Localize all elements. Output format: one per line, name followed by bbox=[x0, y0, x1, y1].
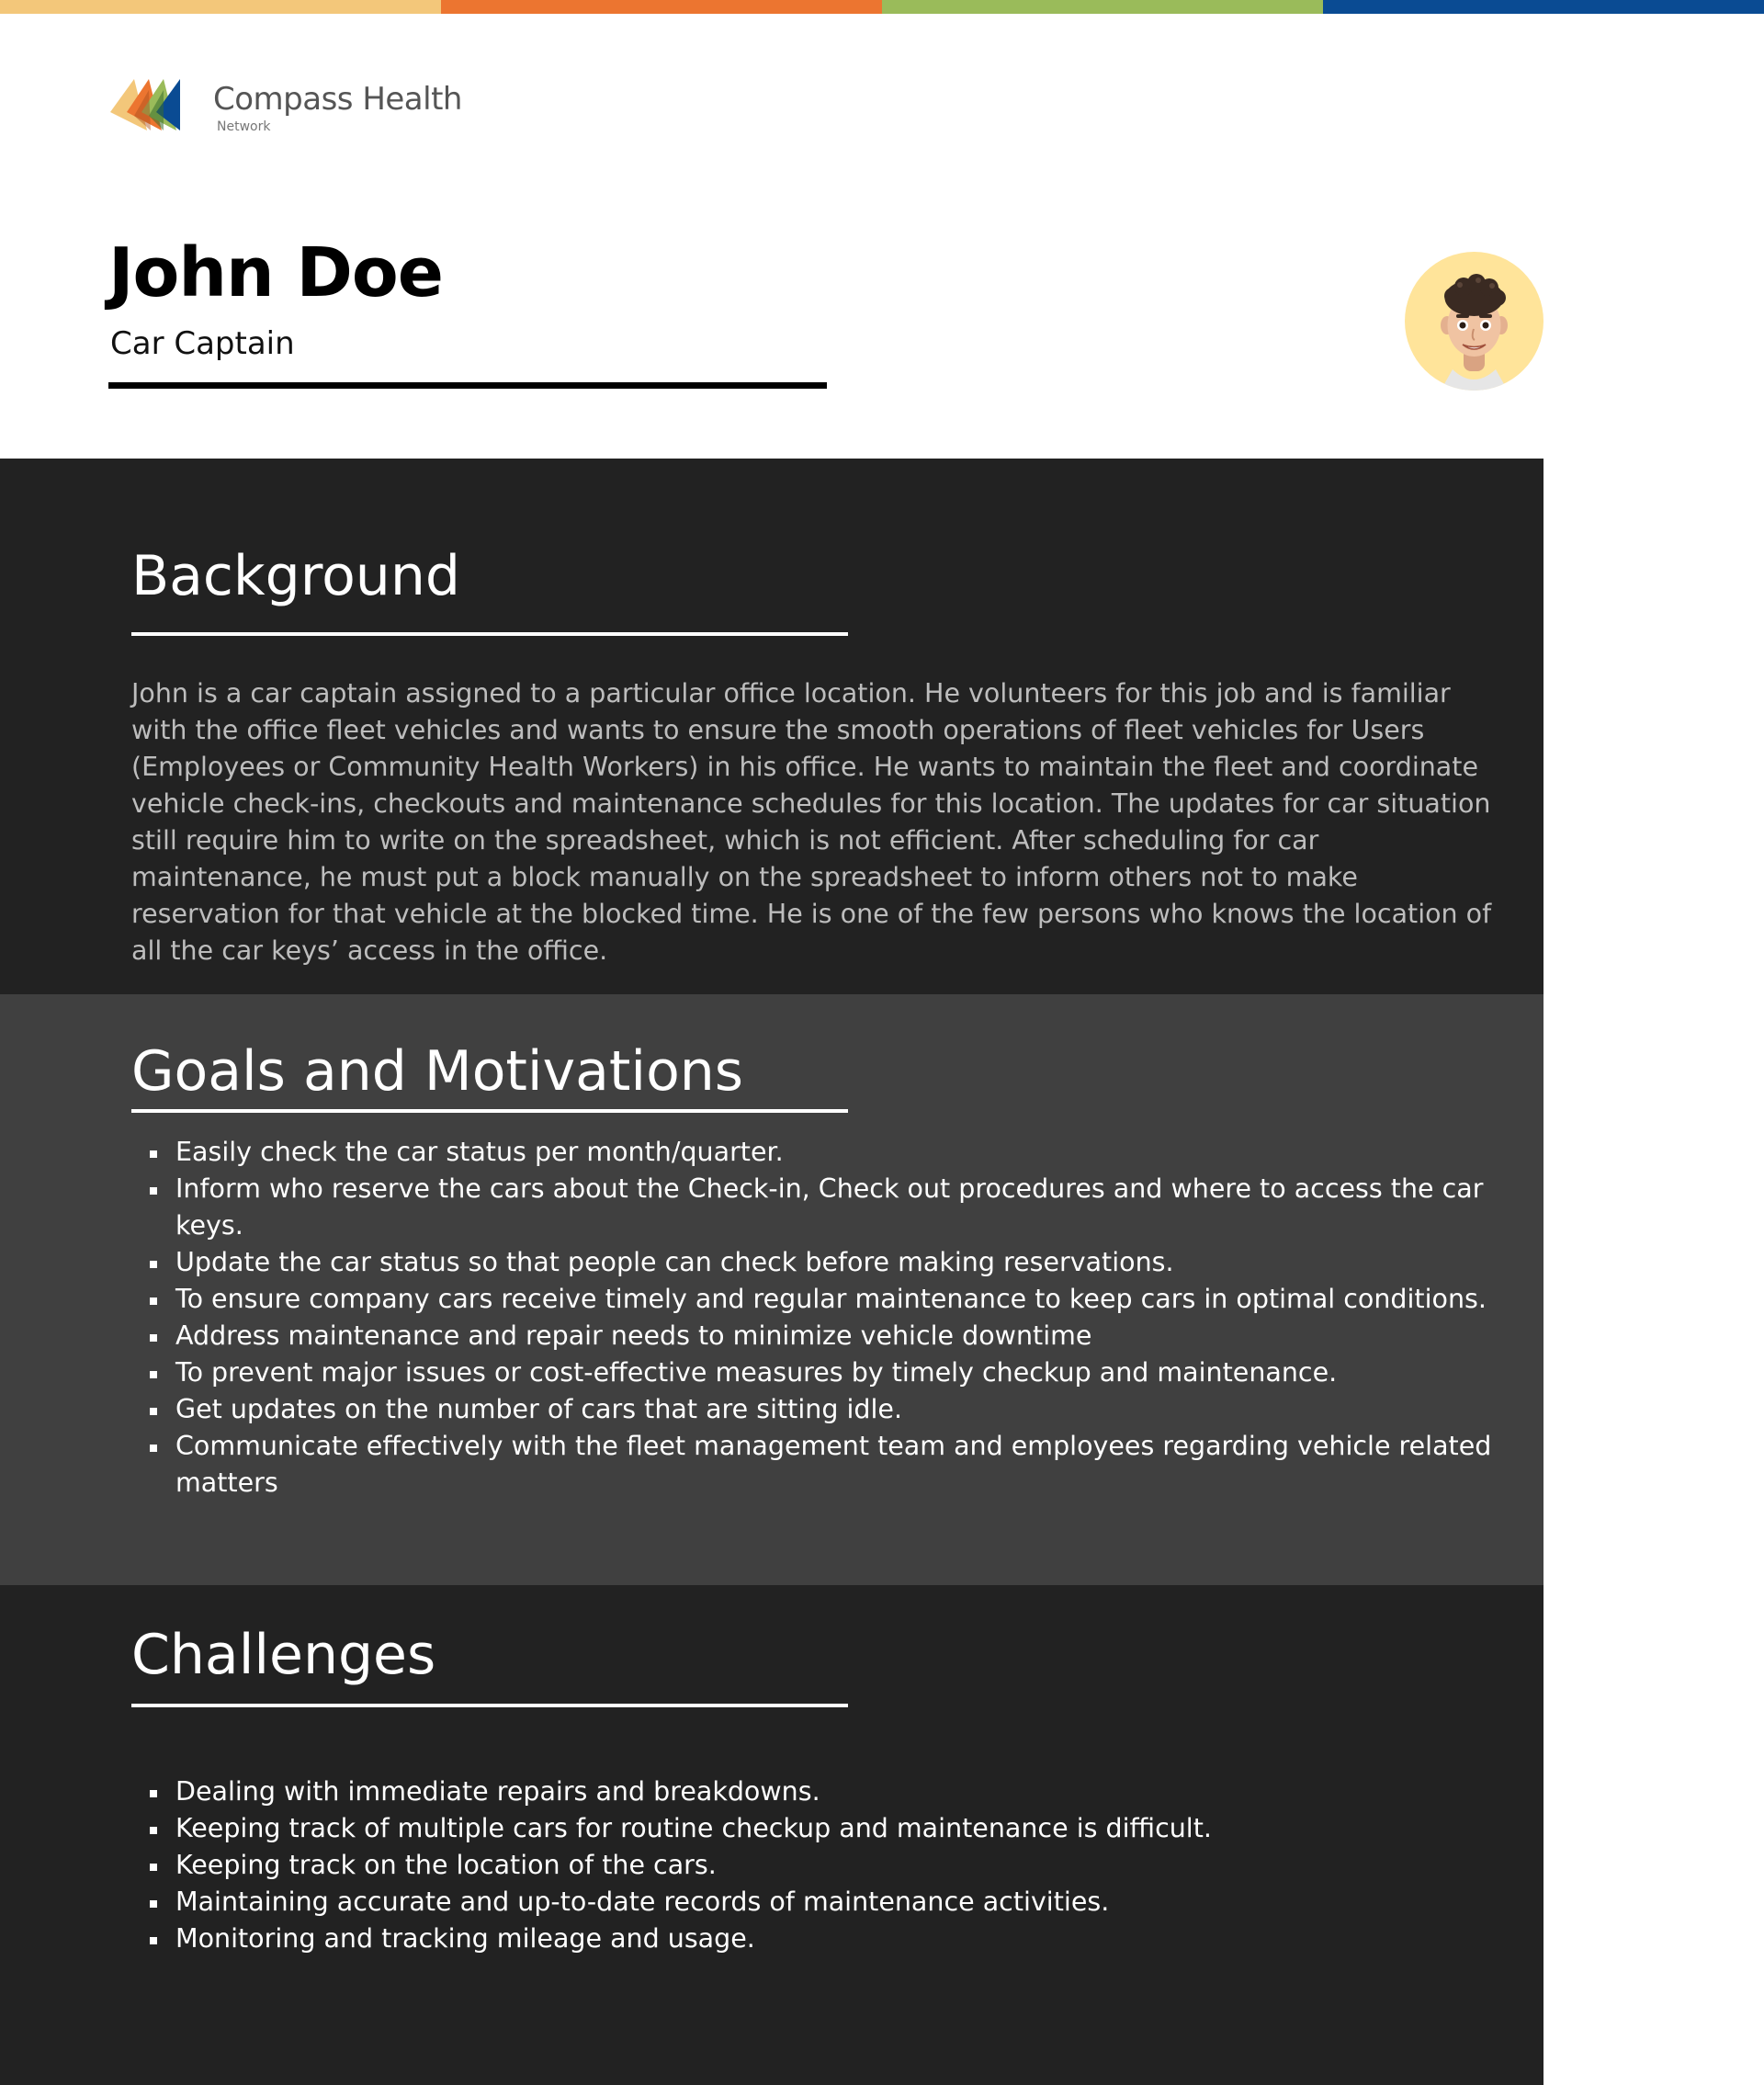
list-item: Communicate effectively with the fleet management team and employees regarding vehicle related matters bbox=[131, 1428, 1500, 1501]
avatar bbox=[1405, 252, 1544, 391]
goals-title: Goals and Motivations bbox=[131, 1039, 744, 1104]
persona-name: John Doe bbox=[108, 233, 443, 312]
list-item: Get updates on the number of cars that are sitting idle. bbox=[131, 1391, 1500, 1428]
list-item: Easily check the car status per month/quarter. bbox=[131, 1134, 1500, 1171]
challenges-title: Challenges bbox=[131, 1623, 436, 1687]
goals-divider bbox=[131, 1109, 848, 1113]
persona-role: Car Captain bbox=[110, 325, 295, 362]
list-item: To prevent major issues or cost-effective measures by timely checkup and maintenance. bbox=[131, 1354, 1500, 1391]
logo-subtitle: Network bbox=[217, 119, 271, 134]
goals-list bbox=[131, 1134, 1500, 1501]
list-item: Keeping track on the location of the cars. bbox=[131, 1847, 1500, 1884]
stripe-segment-blue bbox=[1323, 0, 1764, 14]
logo-name: Compass Health bbox=[213, 81, 462, 118]
stripe-segment-yellow bbox=[0, 0, 441, 14]
company-logo bbox=[110, 74, 462, 132]
list-item: Keeping track of multiple cars for routine checkup and maintenance is difficult. bbox=[131, 1810, 1500, 1847]
list-item: To ensure company cars receive timely and regular maintenance to keep cars in optimal conditions. bbox=[131, 1281, 1500, 1318]
logo-wordmark bbox=[213, 81, 462, 134]
challenges-section bbox=[0, 1585, 1544, 2085]
list-item: Monitoring and tracking mileage and usage. bbox=[131, 1921, 1500, 1957]
memoji-avatar-icon bbox=[1405, 252, 1544, 391]
background-text: John is a car captain assigned to a particular office location. He volunteers for this job and is familiar with the office fleet vehicles and wants to ensure the smooth operations of fleet vehicles for Users (Employees or Community Health Workers) in his office. He wants to maintain the fleet and coordinate vehicle check-ins, checkouts and maintenance schedules for this location. The updates for car situation still require him to write on the spreadsheet, which is not efficient. After scheduling for car maintenance, he must put a block manually on the spreadsheet to inform others not to make reservation for that vehicle at the blocked time. He is one of the few persons who knows the location of all the car keys’ access in the office. bbox=[131, 678, 1492, 966]
color-stripe bbox=[0, 0, 1764, 14]
challenges-divider bbox=[131, 1704, 848, 1707]
goals-section bbox=[0, 994, 1544, 1585]
background-divider bbox=[131, 632, 848, 636]
compass-logo-icon bbox=[110, 75, 202, 130]
list-item: Maintaining accurate and up-to-date records of maintenance activities. bbox=[131, 1884, 1500, 1921]
list-item: Dealing with immediate repairs and breakdowns. bbox=[131, 1773, 1500, 1810]
stripe-segment-green bbox=[882, 0, 1323, 14]
list-item: Address maintenance and repair needs to minimize vehicle downtime bbox=[131, 1318, 1500, 1354]
header-divider bbox=[108, 382, 827, 389]
background-title: Background bbox=[131, 544, 460, 608]
list-item: Update the car status so that people can check before making reservations. bbox=[131, 1244, 1500, 1281]
list-item: Inform who reserve the cars about the Check-in, Check out procedures and where to access the car keys. bbox=[131, 1171, 1500, 1244]
background-section bbox=[0, 459, 1544, 994]
stripe-segment-orange bbox=[441, 0, 882, 14]
challenges-list bbox=[131, 1773, 1500, 1957]
